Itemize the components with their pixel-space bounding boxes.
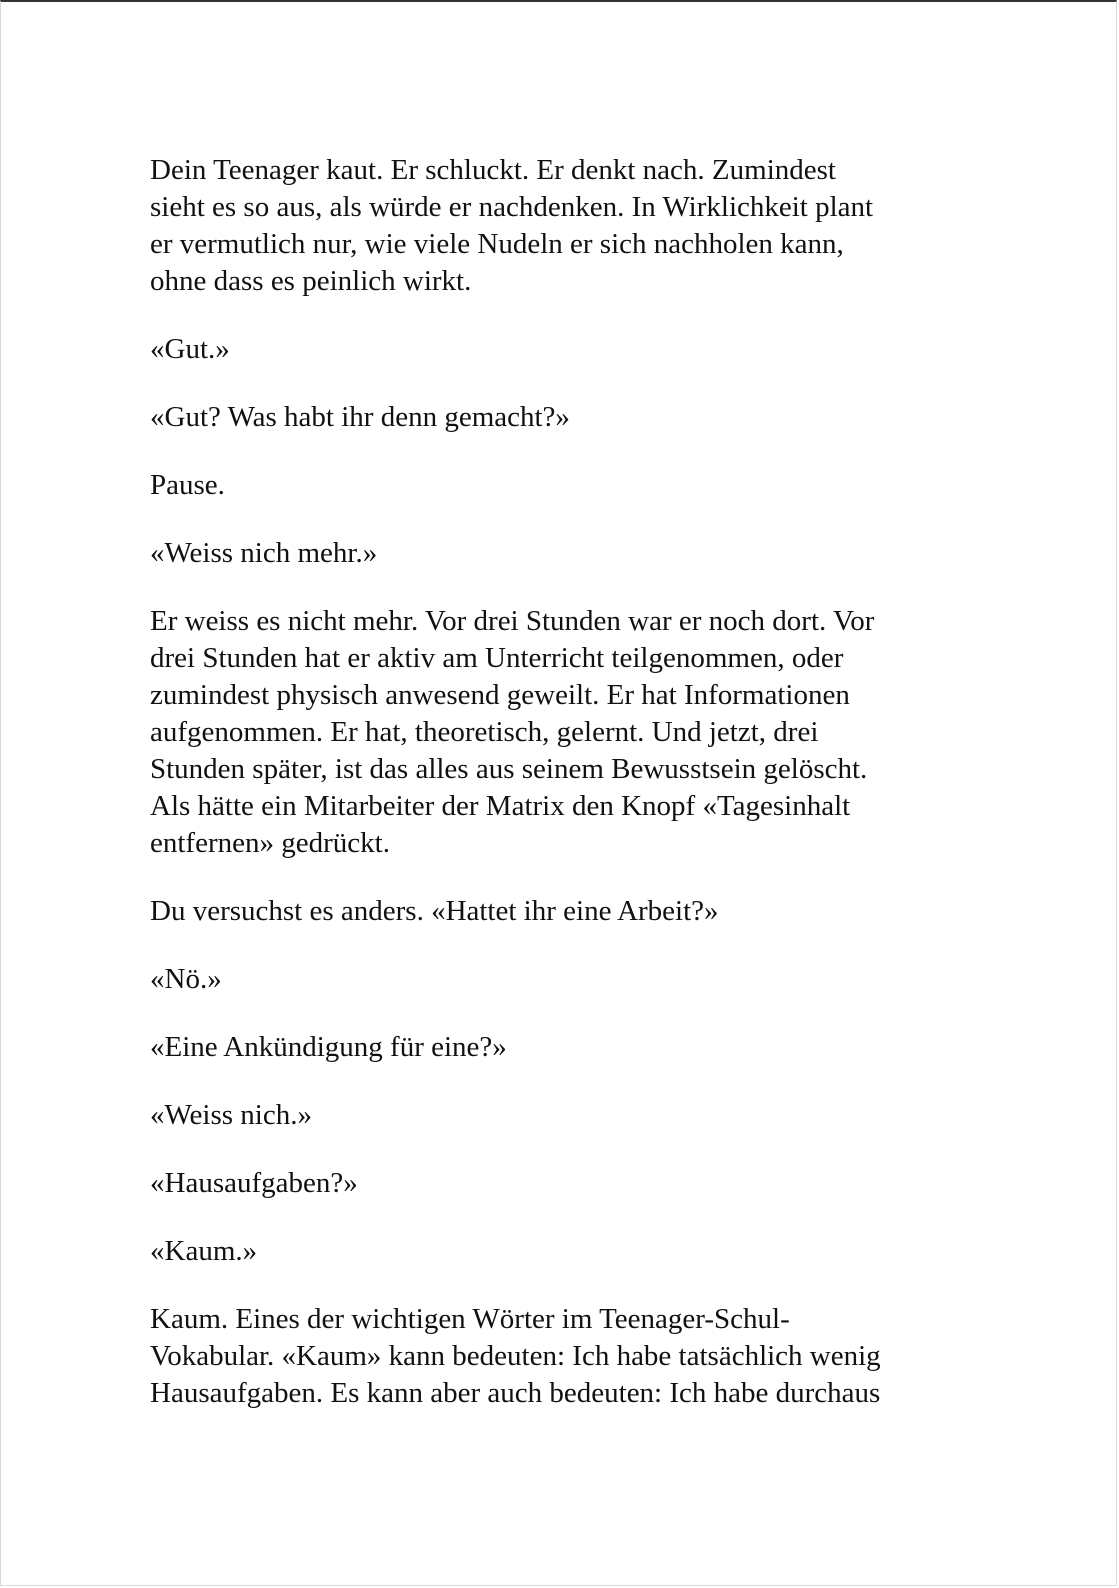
text-line: Er weiss es nicht mehr. Vor drei Stunden war er noch dort. Vor [150, 605, 875, 637]
text-line: Dein Teenager kaut. Er schluckt. Er denkt nach. Zumindest [150, 154, 836, 186]
dialogue-line [150, 1165, 970, 1202]
text-line: Stunden später, ist das alles aus seinem Bewusstsein gelöscht. [150, 753, 868, 785]
text-line: «Weiss nich mehr.» [150, 537, 378, 569]
paragraph [150, 467, 970, 504]
text-line: «Hausaufgaben?» [150, 1167, 358, 1199]
text-line: «Weiss nich.» [150, 1099, 312, 1131]
text-line: Kaum. Eines der wichtigen Wörter im Teenager-Schul- [150, 1303, 790, 1335]
text-line: «Eine Ankündigung für eine?» [150, 1031, 507, 1063]
text-line: entfernen» gedrückt. [150, 827, 390, 859]
text-line: Du versuchst es anders. «Hattet ihr eine Arbeit?» [150, 895, 719, 927]
text-line: Vokabular. «Kaum» kann bedeuten: Ich habe tatsächlich wenig [150, 1340, 881, 1372]
dialogue-line [150, 961, 970, 998]
text-line: ohne dass es peinlich wirkt. [150, 265, 472, 297]
dialogue-line [150, 1233, 970, 1270]
text-line: er vermutlich nur, wie viele Nudeln er sich nachholen kann, [150, 228, 844, 260]
text-line: «Kaum.» [150, 1235, 258, 1267]
text-line: «Gut? Was habt ihr denn gemacht?» [150, 401, 570, 433]
dialogue-line [150, 331, 970, 368]
text-line: Hausaufgaben. Es kann aber auch bedeuten: Ich habe durchaus [150, 1377, 881, 1409]
dialogue-line [150, 1097, 970, 1134]
paragraph [150, 893, 970, 930]
paragraph [150, 1301, 970, 1412]
document-body [150, 152, 970, 1443]
dialogue-line [150, 1029, 970, 1066]
text-line: Als hätte ein Mitarbeiter der Matrix den Knopf «Tagesinhalt [150, 790, 851, 822]
text-line: zumindest physisch anwesend geweilt. Er hat Informationen [150, 679, 850, 711]
text-line: Pause. [150, 469, 225, 501]
text-line: «Nö.» [150, 963, 222, 995]
dialogue-line [150, 399, 970, 436]
text-line: sieht es so aus, als würde er nachdenken. In Wirklichkeit plant [150, 191, 874, 223]
text-line: drei Stunden hat er aktiv am Unterricht teilgenommen, oder [150, 642, 844, 674]
paragraph [150, 152, 970, 300]
text-line: «Gut.» [150, 333, 230, 365]
text-line: aufgenommen. Er hat, theoretisch, gelernt. Und jetzt, drei [150, 716, 819, 748]
dialogue-line [150, 535, 970, 572]
paragraph [150, 603, 970, 862]
